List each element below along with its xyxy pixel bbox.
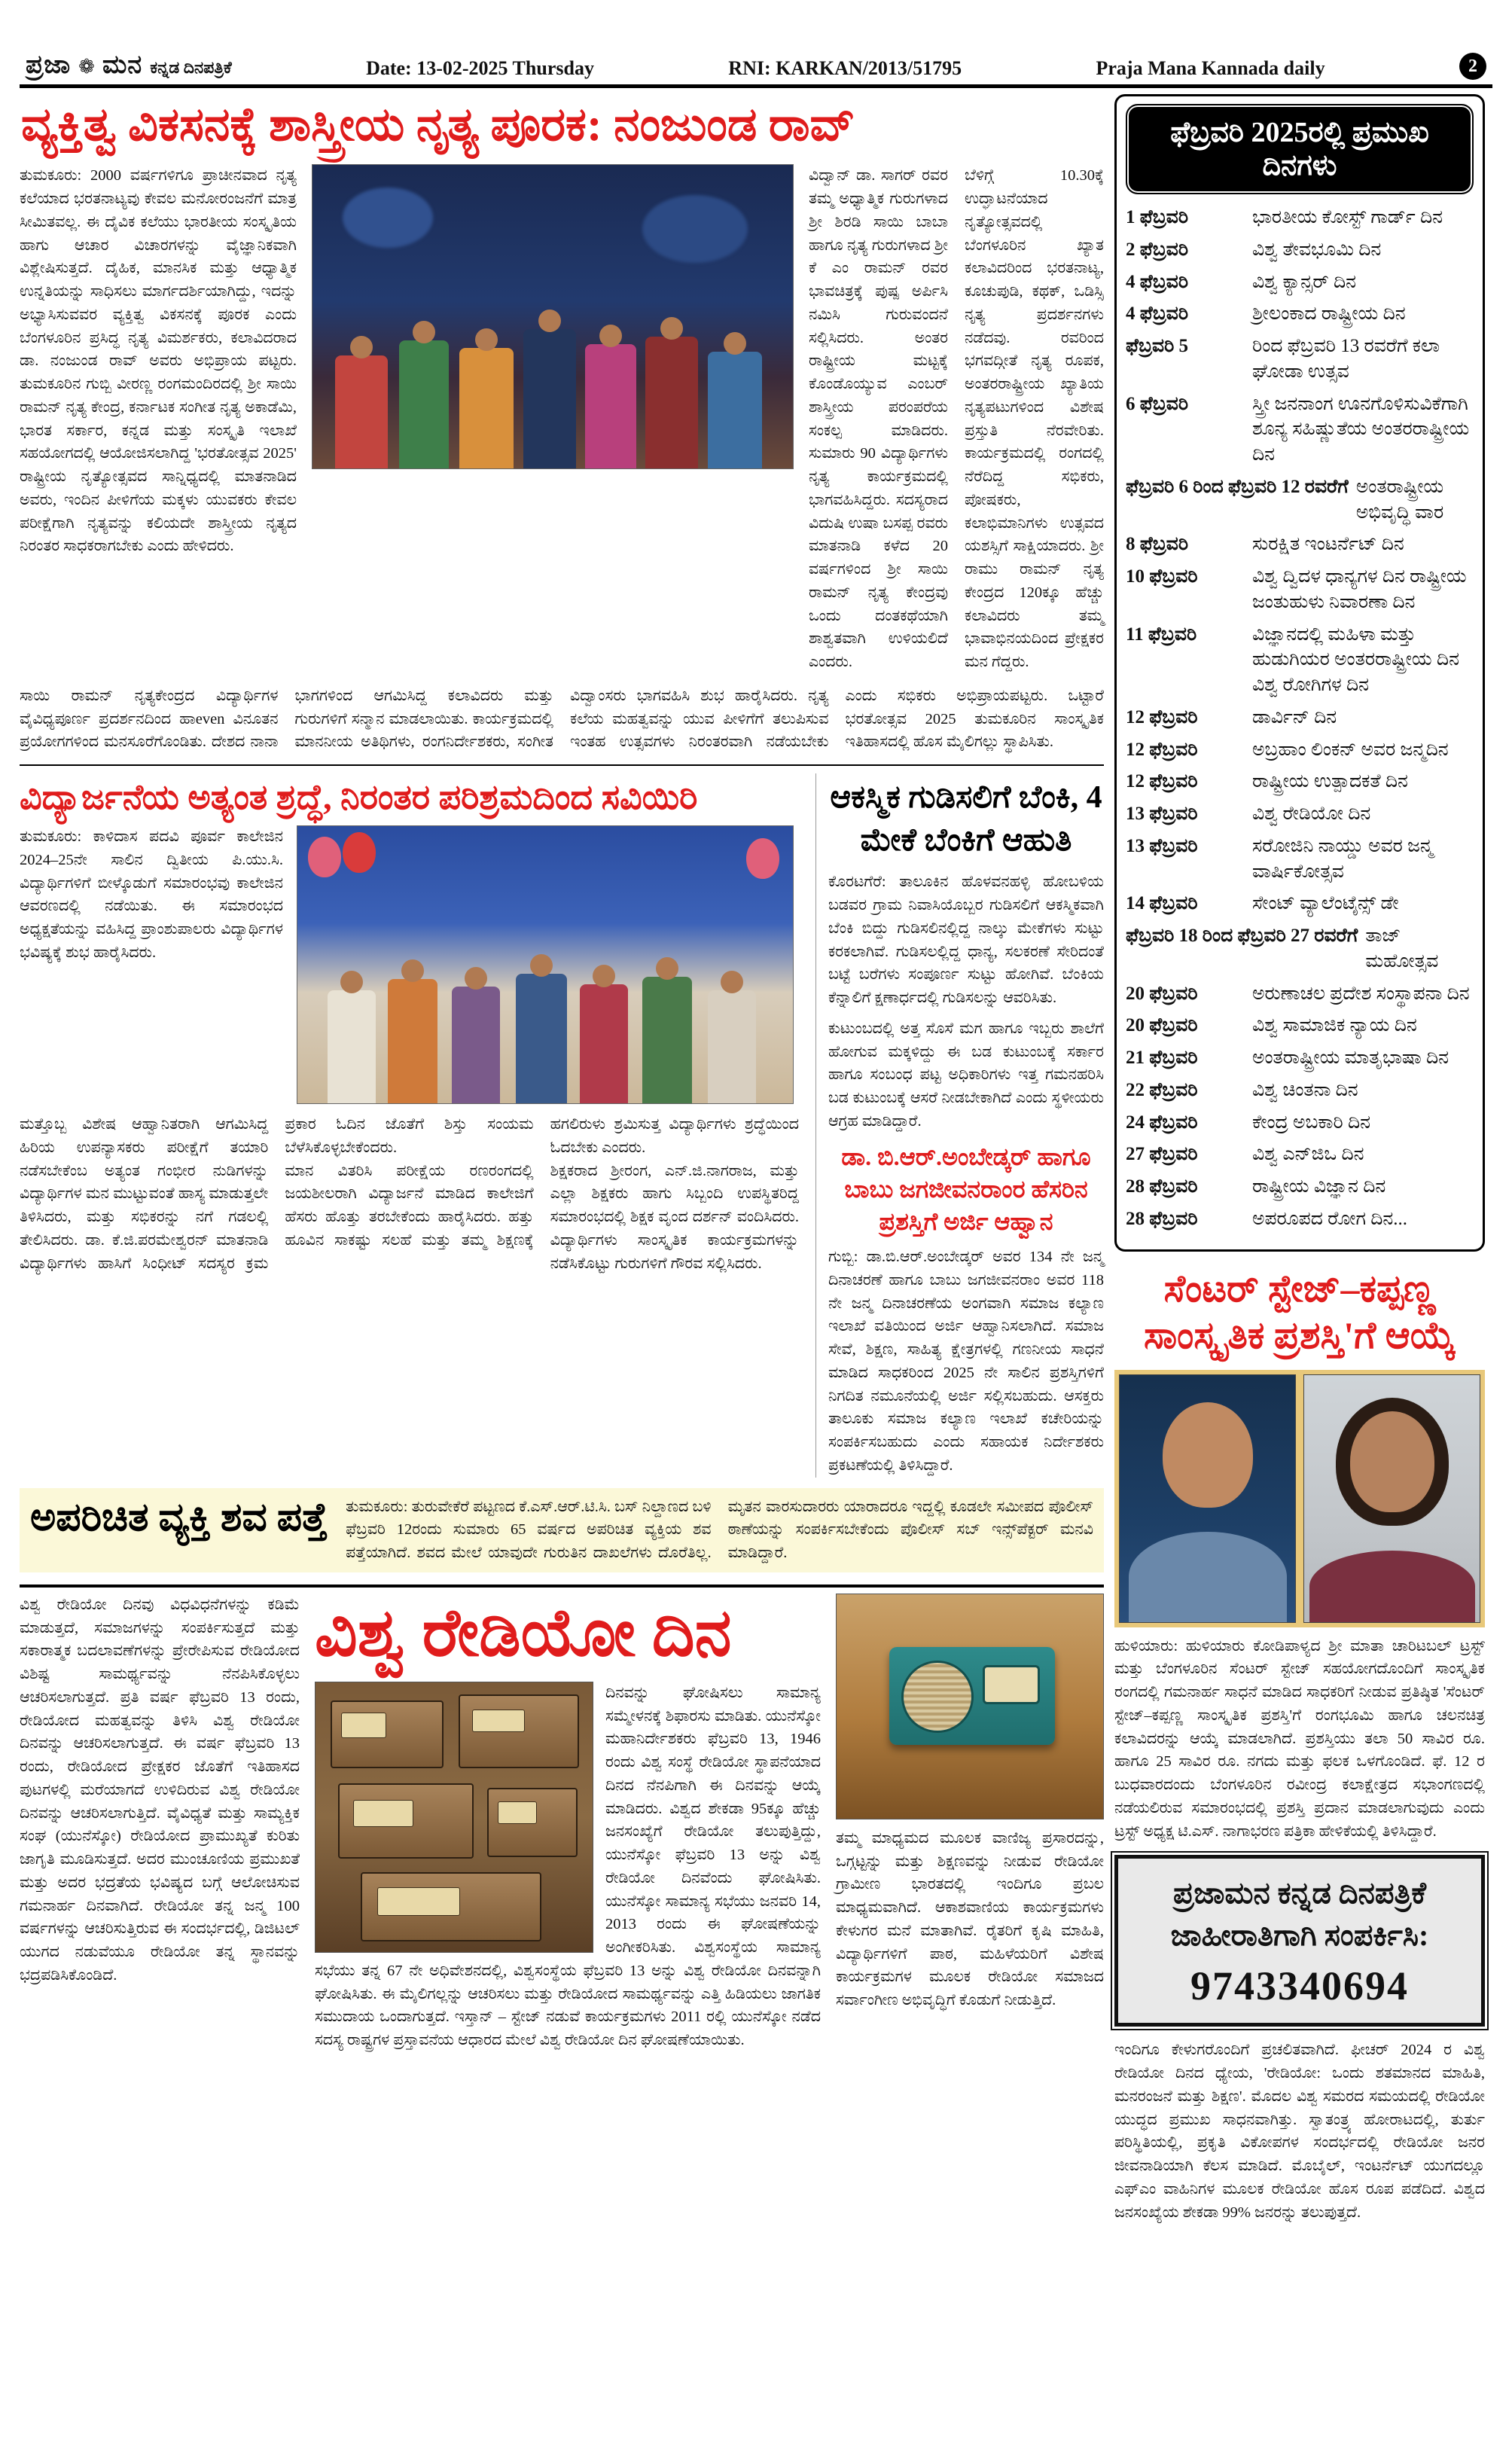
day-date: 20 ಫೆಬ್ರವರಿ [1126, 1015, 1198, 1036]
day-date: 12 ಫೆಬ್ರವರಿ [1126, 706, 1198, 727]
day-row [1126, 1142, 1474, 1167]
day-event: ಸರೋಜಿನಿ ನಾಯ್ಡು ಅವರ ಜನ್ಮ ವಾರ್ಷಿಕೋತ್ಸವ [1252, 835, 1434, 882]
article-radio-col-left: ವಿಶ್ವ ರೇಡಿಯೋ ದಿನವು ವಿಧವಿಧನೆಗಳನ್ನು ಕಡಿಮೆ ಮಾಡುತ್ತದೆ, ಸಮಾಜಗಳನ್ನು ಸಂಪರ್ಕಿಸುತ್ತದೆ ಮತ್ತು ಸಕಾರಾತ್ಮಕ ಬದಲಾವಣೆಗಳನ್ನು ಪ್ರೇರೇಪಿಸುವ ರೇಡಿಯೋದ ವಿಶಿಷ್ಟ ಸಾಮರ್ಥ್ಯವನ್ನು ನೆನಪಿಸಿಕೊಳ್ಳಲು ಆಚರಿಸಲಾಗುತ್ತದೆ. ಪ್ರತಿ ವರ್ಷ ಫೆಬ್ರವರಿ 13 ರಂದು, ರೇಡಿಯೋದ ಮಹತ್ವವನ್ನು ತಿಳಿಸಿ ವಿಶ್ವ ರೇಡಿಯೋ ದಿನವನ್ನು ಆಚರಿಸಲಾಗುತ್ತದೆ. ಈ ವರ್ಷ ಫೆಬ್ರವರಿ 13 ರಂದು, ರೇಡಿಯೋದ ಪ್ರೇಕ್ಷಕರ ಜೊತೆಗೆ ಇತಿಹಾಸದ ಪುಟಗಳಲ್ಲಿ ಮರೆಯಾಗದೆ ಉಳಿದಿರುವ ವಿಶ್ವ ರೇಡಿಯೋ ದಿನವನ್ನು ಆಚರಿಸಲಾಗುತ್ತಿದೆ. ವೈವಿಧ್ಯತೆ ಮತ್ತು ಸಾಮ್ಯಕ್ತಿಕ ಸಂಘ (ಯುನೆಸ್ಕೋ) ರೇಡಿಯೋದ ಪ್ರಾಮುಖ್ಯತೆ ಕುರಿತು ಜಾಗೃತಿ ಮೂಡಿಸುತ್ತದೆ. ಅದರ ಮುಂಚೂಣಿಯ ಪ್ರಮುಖತೆ ಮತ್ತು ಅದರ ಭದ್ರತೆಯ ಭವಿಷ್ಯದ ಬಗ್ಗೆ ಆಲೋಚಿಸುವ ಗಮನಾರ್ಹ ದಿನವಾಗಿದೆ. ರೇಡಿಯೋ ತನ್ನ ಜನ್ಮ 100 ವರ್ಷಗಳನ್ನು ಆಚರಿಸುತ್ತಿರುವ ಈ ಸಂದರ್ಭದಲ್ಲಿ, ಡಿಜಿಟಲ್ ಯುಗದ ನಡುವೆಯೂ ರೇಡಿಯೋ ತನ್ನ ಸ್ಥಾನವನ್ನು ಭದ್ರಪಡಿಸಿಕೊಂಡಿದೆ. [20, 1596, 300, 1984]
day-date: ಫೆಬ್ರವರಿ 18 ರಿಂದ ಫೆಬ್ರವರಿ 27 ರವರೆಗೆ [1126, 926, 1358, 946]
photo-person [585, 344, 636, 468]
sidebar [1114, 94, 1485, 2224]
awardee-man-photo [1119, 1374, 1296, 1623]
day-row [1126, 891, 1474, 917]
brand [26, 51, 232, 80]
day-date: 13 ಫೆಬ್ರವರಿ [1126, 804, 1198, 824]
photo-person [523, 329, 576, 468]
article-dance [20, 94, 1104, 754]
day-date: 24 ಫೆಬ್ರವರಿ [1126, 1112, 1198, 1133]
stage-curtain [343, 188, 433, 248]
day-date: 20 ಫೆಬ್ರವರಿ [1126, 983, 1198, 1004]
day-row [1126, 981, 1474, 1007]
photo-person [580, 984, 628, 1103]
photo-person [708, 990, 756, 1103]
ad-line2: ಜಾಹೀರಾತಿಗಾಗಿ ಸಂಪರ್ಕಿಸಿ: [1170, 1918, 1429, 1953]
day-event: ಅಂತರಾಷ್ಟ್ರೀಯ ಮಾತೃಭಾಷಾ ದಿನ [1252, 1048, 1450, 1068]
article-dance-headline: ವ್ಯಕ್ತಿತ್ವ ವಿಕಸನಕ್ಕೆ ಶಾಸ್ತ್ರೀಯ ನೃತ್ಯ ಪೂರಕ: ನಂಜುಂಡ ರಾವ್ [21, 99, 855, 151]
photo-person [335, 355, 388, 468]
rni-number: RNI: KARKAN/2013/51795 [728, 57, 962, 79]
teal-radio-shape [889, 1647, 1055, 1745]
day-date: ಫೆಬ್ರವರಿ 6 ರಿಂದ ಫೆಬ್ರವರಿ 12 ರವರೆಗೆ [1126, 476, 1349, 497]
photo-person [388, 979, 437, 1103]
photo-person [399, 340, 449, 468]
ad-line1: ಪ್ರಜಾಮನ ಕನ್ನಡ ದಿನಪತ್ರಿಕೆ [1173, 1876, 1426, 1911]
day-event: ವಿಶ್ವ ರೇಡಿಯೋ ದಿನ [1252, 804, 1371, 824]
photo-person [328, 990, 376, 1103]
day-date: 4 ಫೆಬ್ರವರಿ [1126, 271, 1189, 292]
day-event: ಅಬ್ರಹಾಂ ಲಿಂಕನ್ ಅವರ ಜನ್ಮದಿನ [1252, 739, 1449, 760]
photo-person [642, 977, 692, 1103]
vintage-radios-photo [315, 1682, 593, 1953]
issue-date: Date: 13-02-2025 Thursday [366, 57, 594, 79]
radio-shape [338, 1783, 474, 1859]
day-date: 28 ಫೆಬ್ರವರಿ [1126, 1176, 1198, 1197]
photo-person [516, 974, 567, 1103]
day-date: 4 ಫೆಬ್ರವರಿ [1126, 303, 1189, 325]
day-row [1126, 1206, 1474, 1232]
article-farewell [20, 773, 799, 1478]
article-fire-body: ಕುಟುಂಬದಲ್ಲಿ ಅತ್ತ ಸೊಸೆ ಮಗ ಹಾಗೂ ಇಬ್ಬರು ಶಾಲೆಗೆ ಹೋಗುವ ಮಕ್ಕಳಿದ್ದು ಈ ಬಡ ಕುಟುಂಬಕ್ಕೆ ಸರ್ಕಾರ ಹಾಗೂ ಸಂಬಂಧ ಪಟ್ಟ ಅಧಿಕಾರಿಗಳು ಇತ್ತ ಗಮನಹರಿಸಿ ಬಡ ಕುಟುಂಬಕ್ಕೆ ಆಸರೆ ನೀಡಬೇಕಾಗಿದೆ ಎಂದು ಸ್ಥಳೀಯರು ಆಗ್ರಹ ಮಾಡಿದ್ದಾರೆ. [828, 1020, 1104, 1130]
awardee-woman-photo [1303, 1374, 1480, 1623]
day-date: 10 ಫೆಬ್ರವರಿ [1126, 566, 1198, 587]
article-radio [20, 1594, 1104, 2052]
day-event: ಕೇಂದ್ರ ಅಬಕಾರಿ ದಿನ [1252, 1112, 1371, 1133]
day-event: ಸುರಕ್ಷಿತ ಇಂಟರ್ನೆಟ್ ದಿನ [1252, 534, 1404, 555]
article-award-headline: ಡಾ. ಬಿ.ಆರ್.ಅಂಬೇಡ್ಕರ್ ಹಾಗೂ ಬಾಬು ಜಗಜೀವನರಾಂರ ಹೆಸರಿನ ಪ್ರಶಸ್ತಿಗೆ ಅರ್ಜಿ ಆಹ್ವಾನ [841, 1142, 1091, 1236]
day-row [1126, 801, 1474, 827]
day-row [1126, 237, 1474, 263]
brand-kannada-2: ಮನ [102, 51, 143, 79]
day-row [1126, 622, 1474, 698]
center-stage-body: ಹುಳಿಯಾರು: ಹುಳಿಯಾರು ಕೋಡಿಪಾಳ್ಯದ ಶ್ರೀ ಮಾತಾ ಚಾರಿಟಬಲ್ ಟ್ರಸ್ಟ್ ಮತ್ತು ಬೆಂಗಳೂರಿನ ಸೆಂಟರ್ ಸ್ಟೇಜ್ ಸಹಯೋಗದೊಂದಿಗೆ ಸಾಂಸ್ಕೃತಿಕ ರಂಗದಲ್ಲಿ ಗಮನಾರ್ಹ ಸಾಧನೆ ಮಾಡಿದ ಸಾಧಕರಿಗೆ ನೀಡುವ ಪ್ರತಿಷ್ಠಿತ 'ಸೆಂಟರ್ ಸ್ಟೇಜ್–ಕಪ್ಪಣ್ಣ ಸಾಂಸ್ಕೃತಿಕ ಪ್ರಶಸ್ತಿ'ಗೆ ರಂಗಭೂಮಿ ಹಾಗೂ ಚಲನಚಿತ್ರ ಕಲಾವಿದರನ್ನು ಆಯ್ಕೆ ಮಾಡಲಾಗಿದೆ. ಪ್ರಶಸ್ತಿಯು ತಲಾ 50 ಸಾವಿರ ರೂ. ಹಾಗೂ 25 ಸಾವಿರ ರೂ. ನಗದು ಮತ್ತು ಫಲಕ ಒಳಗೊಂಡಿದೆ. ಫೆ. 12 ರ ಬುಧವಾರದಂದು ಬೆಂಗಳೂರಿನ ರವೀಂದ್ರ ಕಲಾಕ್ಷೇತ್ರದ ಸಭಾಂಗಣದಲ್ಲಿ ನಡೆಯಲಿರುವ ಸಮಾರಂಭದಲ್ಲಿ ಪ್ರಶಸ್ತಿ ಪ್ರದಾನ ಮಾಡಲಾಗುವುದು ಎಂದು ಟ್ರಸ್ಟ್ ಅಧ್ಯಕ್ಷ ಟಿ.ಎಸ್. ನಾಗಾಭರಣ ಪತ್ರಿಕಾ ಹೇಳಿಕೆಯಲ್ಲಿ ತಿಳಿಸಿದ್ದಾರೆ. [1114, 1637, 1485, 1840]
day-row [1126, 392, 1474, 468]
article-farewell-headline: ವಿದ್ಯಾರ್ಜನೆಯ ಅತ್ಯಂತ ಶ್ರದ್ಧೆ, ನಿರಂತರ ಪರಿಶ್ರಮದಿಂದ ಸವಿಯಿರಿ [20, 778, 698, 817]
radio-shape [459, 1694, 579, 1768]
day-date: 2 ಫೆಬ್ರವರಿ [1126, 239, 1189, 260]
article-award-body: ಗುಬ್ಬಿ: ಡಾ.ಬಿ.ಆರ್.ಅಂಬೇಡ್ಕರ್ ಅವರ 134 ನೇ ಜನ್ಮ ದಿನಾಚರಣೆ ಹಾಗೂ ಬಾಬು ಜಗಜೀವನರಾಂ ಅವರ 118 ನೇ ಜನ್ಮ ದಿನಾಚರಣೆಯ ಅಂಗವಾಗಿ ಸಮಾಜ ಕಲ್ಯಾಣ ಇಲಾಖೆ ವತಿಯಿಂದ ಅರ್ಜಿ ಆಹ್ವಾನಿಸಲಾಗಿದೆ. ಸಮಾಜ ಸೇವೆ, ಶಿಕ್ಷಣ, ಸಾಹಿತ್ಯ ಕ್ಷೇತ್ರಗಳಲ್ಲಿ ಗಣನೀಯ ಸಾಧನೆ ಮಾಡಿದ ಸಾಧಕರಿಂದ 2025 ನೇ ಸಾಲಿನ ಪ್ರಶಸ್ತಿಗಳಿಗೆ ನಿಗದಿತ ನಮೂನೆಯಲ್ಲಿ ಅರ್ಜಿ ಸಲ್ಲಿಸಬಹುದು. ಆಸಕ್ತರು ತಾಲೂಕು ಸಮಾಜ ಕಲ್ಯಾಣ ಇಲಾಖೆ ಕಚೇರಿಯನ್ನು ಸಂಪರ್ಕಿಸಬಹುದು ಎಂದು ಸಹಾಯಕ ನಿರ್ದೇಶಕರು ಪ್ರಕಟಣೆಯಲ್ಲಿ ತಿಳಿಸಿದ್ದಾರೆ. [828, 1249, 1104, 1474]
radio-shape [331, 1700, 444, 1768]
day-event: ರಿಂದ ಫೆಬ್ರವರಿ 13 ರವರೆಗೆ ಕಲಾ ಘೋಡಾ ಉತ್ಸವ [1252, 336, 1440, 382]
page-number-badge: 2 [1459, 53, 1486, 80]
day-row [1126, 564, 1474, 615]
article-farewell-col2: ಮಾನ ವಿತರಿಸಿ ಪರೀಕ್ಷೆಯ ರಣರಂಗದಲ್ಲಿ ಜಯಶೀಲರಾಗಿ ವಿದ್ಯಾರ್ಜನೆ ಮಾಡಿದ ಕಾಲೇಜಿಗೆ ಹೆಸರು ಹೊತ್ತು ತರಬೇಕೆಂದು ಹಾರೈಸಿದರು. ಹತ್ತು ಹೂವಿನ ಸಾಕಷ್ಟು ಸಲಹೆ ಮತ್ತು ತಮ್ಮ ಶಿಕ್ಷಣಕ್ಕೆ ಹಗಲಿರುಳು ಶ್ರಮಿಸುತ್ತ ವಿದ್ಯಾರ್ಥಿಗಳು ಶ್ರದ್ಧೆಯಿಂದ ಓದಬೇಕು ಎಂದರು. [285, 1116, 799, 1249]
day-row [1126, 737, 1474, 763]
bottom-section-rule [20, 1585, 1104, 1588]
section-divider [20, 764, 1104, 766]
day-event: ಸ್ತ್ರೀ ಜನನಾಂಗ ಊನಗೊಳಿಸುವಿಕೆಗಾಗಿ ಶೂನ್ಯ ಸಹಿಷ್ಣುತೆಯ ಅಂತರರಾಷ್ಟ್ರೀಯ ದಿನ [1252, 393, 1470, 465]
article-radio-col-mid: ದಿನವನ್ನು ಘೋಷಿಸಲು ಸಾಮಾನ್ಯ ಸಮ್ಮೇಳನಕ್ಕೆ ಶಿಫಾರಸು ಮಾಡಿತು. ಯುನೆಸ್ಕೋ ಮಹಾನಿರ್ದೇಶಕರು ಫೆಬ್ರವರಿ 13, 1946 ರಂದು ವಿಶ್ವ ಸಂಸ್ಥೆ ರೇಡಿಯೋ ಸ್ಥಾಪನೆಯಾದ ದಿನದ ನೆನಪಿಗಾಗಿ ಈ ದಿನವನ್ನು ಆಯ್ಕೆ ಮಾಡಿದರು. ವಿಶ್ವದ ಶೇಕಡಾ 95ಕ್ಕೂ ಹೆಚ್ಚು ಜನಸಂಖ್ಯೆಗೆ ರೇಡಿಯೋ ತಲುಪುತ್ತಿದ್ದು, ಯುನೆಸ್ಕೋ ಫೆಬ್ರವರಿ 13 ಅನ್ನು ವಿಶ್ವ ರೇಡಿಯೋ ದಿನವೆಂದು ಘೋಷಿಸಿತು. ಯುನೆಸ್ಕೋ ಸಾಮಾನ್ಯ ಸಭೆಯು ಜನವರಿ 14, 2013 ರಂದು ಈ ಘೋಷಣೆಯನ್ನು ಅಂಗೀಕರಿಸಿತು. ವಿಶ್ವಸಂಸ್ಥೆಯ ಸಾಮಾನ್ಯ ಸಭೆಯು ತನ್ನ 67 ನೇ ಅಧಿವೇಶನದಲ್ಲಿ, ವಿಶ್ವಸಂಸ್ಥೆಯ ಫೆಬ್ರವರಿ 13 ಅನ್ನು ವಿಶ್ವ ರೇಡಿಯೋ ದಿನವನ್ನಾಗಿ ಘೋಷಿಸಿತು. ಈ ಮೈಲಿಗಲ್ಲನ್ನು ಆಚರಿಸಲು ಮತ್ತು ರೇಡಿಯೋದ ಸಾಮರ್ಥ್ಯವನ್ನು ಎತ್ತಿ ಹಿಡಿಯಲು ಜಾಗತಿಕ ಸಮುದಾಯ ಒಂದಾಗುತ್ತದೆ. ಇಸ್ತಾನ್ – ಸ್ಟೇಜ್ ನಡುವೆ ಕಾರ್ಯಕ್ರಮಗಳು 2011 ರಲ್ಲಿ ಯುನೆಸ್ಕೋ ನಡೆದ ಸದಸ್ಯ ರಾಷ್ಟ್ರಗಳ ಪ್ರಸ್ತಾವನೆಯ ಆಧಾರದ ಮೇಲೆ ವಿಶ್ವ ರೇಡಿಯೋ ದಿನ ಘೋಷಣೆಯಾಯಿತು. [315, 1684, 821, 2049]
balloon-decor [308, 837, 341, 877]
day-event: ಶ್ರೀಲಂಕಾದ ರಾಷ್ಟ್ರೀಯ ದಿನ [1252, 303, 1406, 325]
article-radio-col-right: ಇಂದಿಗೂ ಕೇಳುಗರೊಂದಿಗೆ ಪ್ರಚಲಿತವಾಗಿದೆ. ಫೀಚರ್ 2024 ರ ವಿಶ್ವ ರೇಡಿಯೋ ದಿನದ ಧ್ಯೇಯ, 'ರೇಡಿಯೋ: ಒಂದು ಶತಮಾನದ ಮಾಹಿತಿ, ಮನರಂಜನೆ ಮತ್ತು ಶಿಕ್ಷಣ'. ಮೊದಲ ವಿಶ್ವ ಸಮರದ ಸಮಯದಲ್ಲಿ ರೇಡಿಯೋ ಯುದ್ಧದ ಪ್ರಮುಖ ಸಾಧನವಾಗಿತ್ತು. ಸ್ವಾತಂತ್ರ್ಯ ಹೋರಾಟದಲ್ಲಿ, ತುರ್ತು ಪರಿಸ್ಥಿತಿಯಲ್ಲಿ, ಪ್ರಕೃತಿ ವಿಕೋಪಗಳ ಸಂದರ್ಭದಲ್ಲಿ ರೇಡಿಯೋ ಜನರ ಜೀವನಾಡಿಯಾಗಿ ಕೆಲಸ ಮಾಡಿದೆ. ಮೊಬೈಲ್, ಇಂಟರ್ನೆಟ್ ಯುಗದಲ್ಲೂ ಎಫ್ಎಂ ವಾಹಿನಿಗಳ ಮೂಲಕ ರೇಡಿಯೋ ಹೊಸ ರೂಪ ಪಡೆದಿದೆ. ವಿಶ್ವದ ಜನಸಂಖ್ಯೆಯ ಶೇಕಡಾ 99% ಜನರನ್ನು ತಲುಪುತ್ತದೆ. [1114, 2042, 1485, 2221]
balloon-decor [343, 832, 376, 873]
day-event: ವಿಶ್ವ ಚಿಂತನಾ ದಿನ [1252, 1079, 1358, 1100]
photo-person [459, 348, 514, 468]
day-event: ರಾಷ್ಟ್ರೀಯ ಉತ್ಪಾದಕತೆ ದಿನ [1252, 771, 1408, 792]
man-shirt-shape [1129, 1532, 1287, 1622]
awardee-photos [1114, 1370, 1485, 1627]
day-event: ಭಾರತೀಯ ಕೋಸ್ಟ್ ಗಾರ್ಡ್ ದಿನ [1252, 207, 1443, 227]
day-event: ವಿಶ್ವ ತೇವಭೂಮಿ ದಿನ [1252, 239, 1382, 260]
day-date: 1 ಫೆಬ್ರವರಿ [1126, 207, 1189, 227]
day-row [1126, 301, 1474, 327]
day-event: ತಾಜ್ ಮಹೋತ್ಸವ [1365, 926, 1439, 971]
day-date: 28 ಫೆಬ್ರವರಿ [1126, 1208, 1198, 1229]
article-radio-col-mid2: ತಮ್ಮ ಮಾಧ್ಯಮದ ಮೂಲಕ ವಾಣಿಜ್ಯ ಪ್ರಸಾರದನ್ನು, ಒಗ್ಗಟ್ಟನ್ನು ಮತ್ತು ಶಿಕ್ಷಣವನ್ನು ನೀಡುವ ರೇಡಿಯೋ ಗ್ರಾಮೀಣ ಭಾರತದಲ್ಲಿ ಇಂದಿಗೂ ಪ್ರಬಲ ಮಾಧ್ಯಮವಾಗಿದೆ. ಆಕಾಶವಾಣಿಯ ಕಾರ್ಯಕ್ರಮಗಳು ಕೇಳುಗರ ಮನೆ ಮಾತಾಗಿವೆ. ರೈತರಿಗೆ ಕೃಷಿ ಮಾಹಿತಿ, ವಿದ್ಯಾರ್ಥಿಗಳಿಗೆ ಪಾಠ, ಮಹಿಳೆಯರಿಗೆ ವಿಶೇಷ ಕಾರ್ಯಕ್ರಮಗಳ ಮೂಲಕ ರೇಡಿಯೋ ಸಮಾಜದ ಸರ್ವಾಂಗೀಣ ಅಭಿವೃದ್ಧಿಗೆ ಕೊಡುಗೆ ನೀಡುತ್ತಿದೆ. [836, 1829, 1104, 2009]
february-days-box [1114, 94, 1485, 1252]
february-days-title: ಫೆಬ್ರವರಿ 2025ರಲ್ಲಿ ಪ್ರಮುಖ ದಿನಗಳು [1126, 104, 1474, 194]
day-date: 21 ಫೆಬ್ರವರಿ [1126, 1048, 1198, 1068]
article-dance-lead: ತುಮಕೂರು: 2000 ವರ್ಷಗಳಿಗೂ ಪ್ರಾಚೀನವಾದ ನೃತ್ಯ ಕಲೆಯಾದ ಭರತನಾಟ್ಯವು ಕೇವಲ ಮನೋರಂಜನೆಗೆ ಮಾತ್ರ ಸೀಮಿತವಲ್ಲ. ಈ ದೈವಿಕ ಕಲೆಯು ಭಾರತೀಯ ಸಂಸ್ಕೃತಿಯ ಹಾಗು ಆಚಾರ ವಿಚಾರಗಳನ್ನು ವೈಜ್ಞಾನಿಕವಾಗಿ ವಿಶ್ಲೇಷಿಸುತ್ತದೆ. ದೈಹಿಕ, ಮಾನಸಿಕ ಮತ್ತು ಆಧ್ಯಾತ್ಮಿಕ ಉನ್ನತಿಯನ್ನು ಸಾಧಿಸಲು ಮಾರ್ಗದರ್ಶಿಯಾಗಿದ್ದು, ಇದನ್ನು ಅಭ್ಯಾಸಿಸುವವರ ವ್ಯಕ್ತಿತ್ವ ವಿಕಸನಕ್ಕೆ ಪೂರಕ ಎಂದು ಬೆಂಗಳೂರಿನ ಪ್ರಸಿದ್ಧ ನೃತ್ಯ ವಿಮರ್ಶಕರು, ಕಲಾವಿದರಾದ ಡಾ. ನಂಜುಂಡ ರಾವ್ ಅವರು ಅಭಿಪ್ರಾಯ ಪಟ್ಟರು. ತುಮಕೂರಿನ ಗುಬ್ಬಿ ವೀರಣ್ಣ ರಂಗಮಂದಿರದಲ್ಲಿ ಶ್ರೀ ಸಾಯಿ ರಾಮನ್ ನೃತ್ಯ ಕೇಂದ್ರ, ಕರ್ನಾಟಕ ಸಂಗೀತ ನೃತ್ಯ ಅಕಾಡೆಮಿ, ಭಾರತ ಸರ್ಕಾರ, ಕನ್ನಡ ಮತ್ತು ಸಂಸ್ಕೃತಿ ಇಲಾಖೆ ಸಹಯೋಗದಲ್ಲಿ ಆಯೋಜಿಸಲಾಗಿದ್ದ 'ಭರತೋತ್ಸವ 2025' ರಾಷ್ಟ್ರೀಯ ನೃತ್ಯೋತ್ಸವದ ಸಾನ್ನಿಧ್ಯದಲ್ಲಿ ಮಾತನಾಡಿದ ಅವರು, ಇಂದಿನ ಪೀಳಿಗೆಯ ಮಕ್ಕಳು ಯುವಕರು ಕೇವಲ ಪರೀಕ್ಷೆಗಾಗಿ ನೃತ್ಯವನ್ನು ಕಲಿಯದೇ ಶಾಸ್ತ್ರೀಯ ನೃತ್ಯದ ನಿರಂತರ ಸಾಧಕರಾಗಬೇಕು ಎಂದು ಹೇಳಿದರು. [20, 167, 297, 555]
article-dance-bottom: ಸಾಯಿ ರಾಮನ್ ನೃತ್ಯಕೇಂದ್ರದ ವಿದ್ಯಾರ್ಥಿಗಳ ವೈವಿಧ್ಯಪೂರ್ಣ ಪ್ರದರ್ಶನದಿಂದ ಹಾeven ವಿನೂತನ ಪ್ರಯೋಗಗಳಿಂದ ಮನಸೂರೆಗೊಂಡಿತು. ದೇಶದ ನಾನಾ ಭಾಗಗಳಿಂದ ಆಗಮಿಸಿದ್ದ ಕಲಾವಿದರು ಮತ್ತು ಗುರುಗಳಿಗೆ ಸನ್ಮಾನ ಮಾಡಲಾಯಿತು. ಕಾರ್ಯಕ್ರಮದಲ್ಲಿ ಮಾನನೀಯ ಅತಿಥಿಗಳು, ರಂಗನಿರ್ದೇಶಕರು, ಸಂಗೀತ ವಿದ್ವಾಂಸರು ಭಾಗವಹಿಸಿ ಶುಭ ಹಾರೈಸಿದರು. ನೃತ್ಯ ಕಲೆಯ ಮಹತ್ವವನ್ನು ಯುವ ಪೀಳಿಗೆಗೆ ತಲುಪಿಸುವ ಇಂತಹ ಉತ್ಸವಗಳು ನಿರಂತರವಾಗಿ ನಡೆಯಬೇಕು ಎಂದು ಸಭಿಕರು ಅಭಿಪ್ರಾಯಪಟ್ಟರು. ಒಟ್ಟಾರೆ ಭರತೋತ್ಸವ 2025 ತುಮಕೂರಿನ ಸಾಂಸ್ಕೃತಿಕ ಇತಿಹಾಸದಲ್ಲಿ ಹೊಸ ಮೈಲಿಗಲ್ಲು ಸ್ಥಾಪಿಸಿತು. [20, 687, 1104, 751]
stage-curtain-2 [642, 195, 748, 263]
ad-phone-number: 9743340694 [1190, 1963, 1409, 2009]
article-fire-headline: ಆಕಸ್ಮಿಕ ಗುಡಿಸಲಿಗೆ ಬೆಂಕಿ, 4 ಮೇಕೆ ಬೆಂಕಿಗೆ ಆಹುತಿ [830, 780, 1102, 858]
day-row [1126, 923, 1474, 974]
day-event: ಅಪರೂಪದ ರೋಗ ದಿನ... [1252, 1208, 1408, 1229]
page-content [20, 94, 1492, 2224]
woman-blouse-shape [1309, 1551, 1475, 1622]
photo-person [708, 352, 762, 468]
farewell-event-photo [297, 825, 794, 1104]
day-event: ಸೇಂಟ್ ವ್ಯಾಲೆಂಟೈನ್ಸ್ ಡೇ [1252, 893, 1399, 914]
radio-dial [472, 1710, 525, 1732]
day-event: ವಿಶ್ವ ಎನ್‌ಜಿಒ ದಿನ [1252, 1144, 1364, 1165]
man-face-shape [1163, 1402, 1253, 1508]
brand-kannada: ಪ್ರಜಾ [26, 51, 72, 79]
article-farewell-lead: ತುಮಕೂರು: ಕಾಳಿದಾಸ ಪದವಿ ಪೂರ್ವ ಕಾಲೇಜಿನ 2024–25ನೇ ಸಾಲಿನ ದ್ವಿತೀಯ ಪಿ.ಯು.ಸಿ. ವಿದ್ಯಾರ್ಥಿಗಳಿಗೆ ಬೀಳ್ಕೊಡುಗೆ ಸಮಾರಂಭವು ಕಾಲೇಜಿನ ಆವರಣದಲ್ಲಿ ನಡೆಯಿತು. ಈ ಸಮಾರಂಭದ ಅಧ್ಯಕ್ಷತೆಯನ್ನು ವಹಿಸಿದ್ದ ಪ್ರಾಂಶುಪಾಲರು ವಿದ್ಯಾರ್ಥಿಗಳ ಭವಿಷ್ಯಕ್ಕೆ ಶುಭ ಹಾರೈಸಿದರು. [20, 828, 283, 961]
day-date: ಫೆಬ್ರವರಿ 5 [1126, 336, 1189, 356]
flower-logo-icon: ❁ [78, 56, 95, 78]
article-dance-col-right: ಬೆಳಿಗ್ಗೆ 10.30ಕ್ಕೆ ಉದ್ಘಾಟನೆಯಾದ ನೃತ್ಯೋತ್ಸವದಲ್ಲಿ ಬೆಂಗಳೂರಿನ ಖ್ಯಾತ ಕಲಾವಿದರಿಂದ ಭರತನಾಟ್ಯ, ಕೂಚುಪುಡಿ, ಕಥಕ್, ಒಡಿಸ್ಸಿ ನೃತ್ಯ ಪ್ರದರ್ಶನಗಳು ನಡೆದವು. ರವರಿಂದ ಭಗವದ್ಗೀತೆ ನೃತ್ಯ ರೂಪಕ, ಅಂತರರಾಷ್ಟ್ರೀಯ ಖ್ಯಾತಿಯ ನೃತ್ಯಪಟುಗಳಿಂದ ವಿಶೇಷ ಪ್ರಸ್ತುತಿ ನೆರವೇರಿತು. ಕಾರ್ಯಕ್ರಮದಲ್ಲಿ ರಂಗದಲ್ಲಿ ನೆರೆದಿದ್ದ ಸಭಿಕರು, ಪೋಷಕರು, ಕಲಾಭಿಮಾನಿಗಳು ಉತ್ಸವದ ಯಶಸ್ಸಿಗೆ ಸಾಕ್ಷಿಯಾದರು. ಶ್ರೀ ರಾಮು ರಾಮನ್ ನೃತ್ಯ ಕೇಂದ್ರದ 120ಕ್ಕೂ ಹೆಚ್ಚು ಕಲಾವಿದರು ತಮ್ಮ ಭಾವಾಭಿನಯದಿಂದ ಪ್ರೇಕ್ಷಕರ ಮನ ಗೆದ್ದರು. [965, 167, 1104, 671]
radio-dial [341, 1713, 386, 1738]
day-row [1126, 334, 1474, 385]
radio-dial [377, 1887, 460, 1916]
article-farewell-col3: ಶಿಕ್ಷಕರಾದ ಶ್ರೀರಂಗ, ಎನ್.ಜಿ.ನಾಗರಾಜ, ಮತ್ತು ಎಲ್ಲಾ ಶಿಕ್ಷಕರು ಹಾಗು ಸಿಬ್ಬಂದಿ ಉಪಸ್ಥಿತರಿದ್ದ ಸಮಾರಂಭದಲ್ಲಿ ಶಿಕ್ಷಕ ವೃಂದ ದರ್ಶನ್ ವಂದಿಸಿದರು. ವಿದ್ಯಾರ್ಥಿಗಳು ಸಾಂಸ್ಕೃತಿಕ ಕಾರ್ಯಕ್ರಮಗಳನ್ನು ನಡೆಸಿಕೊಟ್ಟು ಗುರುಗಳಿಗೆ ಗೌರವ ಸಲ್ಲಿಸಿದರು. [550, 1162, 799, 1272]
article-farewell-col1: ಮತ್ತೊಬ್ಬ ವಿಶೇಷ ಆಹ್ವಾನಿತರಾಗಿ ಆಗಮಿಸಿದ್ದ ಹಿರಿಯ ಉಪನ್ಯಾಸಕರು ಪರೀಕ್ಷೆಗೆ ತಯಾರಿ ನಡೆಸಬೇಕೆಂಬ ಅತ್ಯಂತ ಗಂಭೀರ ನುಡಿಗಳನ್ನು ವಿದ್ಯಾರ್ಥಿಗಳ ಮನ ಮುಟ್ಟುವಂತೆ ಹಾಸ್ಯ ಮಾಡುತ್ತಲೇ ತಿಳಿಸಿದರು, ಮತ್ತು ಸಭಿಕರನ್ನು ನಗೆ ಗಡಲಲ್ಲಿ ತೇಲಿಸಿದರು. ಡಾ. ಕೆ.ಜಿ.ಪರಮೇಶ್ವರನ್ ಮಾತನಾಡಿ ವಿದ್ಯಾರ್ಥಿಗಳು ಹಾಸಿಗೆ ಸಿಂಧೀಟ್ ಸದಸ್ಯರ ಕ್ರಮ ಪ್ರಕಾರ ಓದಿನ ಜೊತೆಗೆ ಶಿಸ್ತು ಸಂಯಮ ಬೆಳೆಸಿಕೊಳ್ಳಬೇಕೆಂದರು. [20, 1116, 534, 1272]
day-row [1126, 1174, 1474, 1200]
balloon-decor [746, 838, 779, 879]
day-date: 27 ಫೆಬ್ರವರಿ [1126, 1144, 1198, 1165]
day-event: ವಿಜ್ಞಾನದಲ್ಲಿ ಮಹಿಳಾ ಮತ್ತು ಹುಡುಗಿಯರ ಅಂತರರಾಷ್ಟ್ರೀಯ ದಿನ ವಿಶ್ವ ರೋಗಿಗಳ ದಿನ [1252, 624, 1459, 695]
center-stage-headline: ಸೆಂಟರ್ ಸ್ಟೇಜ್–ಕಪ್ಪಣ್ಣ ಸಾಂಸ್ಕೃತಿಕ ಪ್ರಶಸ್ತಿ'ಗೆ ಆಯ್ಕೆ [1143, 1267, 1456, 1356]
fire-and-award-column [815, 773, 1104, 1478]
radio-shape [361, 1872, 541, 1941]
day-row [1126, 205, 1474, 230]
day-event: ಅರುಣಾಚಲ ಪ್ರದೇಶ ಸಂಸ್ಥಾಪನಾ ದಿನ [1252, 983, 1470, 1004]
dance-event-photo [312, 164, 794, 469]
day-row [1126, 834, 1474, 885]
day-date: 8 ಫೆಬ್ರವರಿ [1126, 534, 1189, 555]
day-event: ಡಾರ್ವಿನ್ ದಿನ [1252, 706, 1337, 727]
article-fire-lead: ಕೊರಟಗೆರೆ: ತಾಲೂಕಿನ ಹೊಳವನಹಳ್ಳಿ ಹೋಬಳಿಯ ಬಡವರ ಗ್ರಾಮ ನಿವಾಸಿಯೊಬ್ಬರ ಗುಡಿಸಲಿಗೆ ಆಕಸ್ಮಿಕವಾಗಿ ಬೆಂಕಿ ಬಿದ್ದು ಗುಡಿಸಲಿನಲ್ಲಿದ್ದ ನಾಲ್ಕು ಮೇಕೆಗಳು ಸುಟ್ಟು ಕರಕಲಾಗಿವೆ. ಗುಡಿಸಲಲ್ಲಿದ್ದ ಧಾನ್ಯ, ಸಲಕರಣೆ ಸೇರಿದಂತೆ ಬಟ್ಟೆ ಬರೆಗಳು ಸಂಪೂರ್ಣ ಸುಟ್ಟು ಹೋಗಿವೆ. ಬೆಂಕಿಯ ಕೆನ್ನಾಲಿಗೆ ಕ್ಷಣಾರ್ಧದಲ್ಲಿ ಗುಡಿಸಲನ್ನು ಆವರಿಸಿತು. [828, 874, 1104, 1007]
day-row [1126, 1013, 1474, 1039]
day-date: 12 ಫೆಬ್ರವರಿ [1126, 771, 1198, 792]
day-row [1126, 1045, 1474, 1071]
day-date: 6 ಫೆಬ್ರವರಿ [1126, 393, 1189, 414]
radio-dial [498, 1801, 537, 1824]
brand-english: Praja Mana Kannada daily [1096, 57, 1325, 79]
article-radio-headline: ವಿಶ್ವ ರೇಡಿಯೋ ದಿನ [315, 1597, 732, 1670]
photo-person [645, 337, 698, 468]
day-row [1126, 270, 1474, 295]
radio-dial [353, 1800, 413, 1827]
article-body-found-headline: ಅಪರಿಚಿತ ವ್ಯಕ್ತಿ ಶವ ಪತ್ತೆ [30, 1496, 328, 1539]
masthead [20, 8, 1492, 88]
article-dance-col-mid: ವಿದ್ವಾನ್ ಡಾ. ಸಾಗರ್ ರವರ ತಮ್ಮ ಅಧ್ಯಾತ್ಮಿಕ ಗುರುಗಳಾದ ಶ್ರೀ ಶಿರಡಿ ಸಾಯಿ ಬಾಬಾ ಹಾಗೂ ನೃತ್ಯ ಗುರುಗಳಾದ ಶ್ರೀ ಕೆ ಎಂ ರಾಮನ್ ರವರ ಭಾವಚಿತ್ರಕ್ಕೆ ಪುಷ್ಪ ಅರ್ಪಿಸಿ ನಮಿಸಿ ಗುರುವಂದನೆ ಸಲ್ಲಿಸಿದರು. ಅಂತರ ರಾಷ್ಟ್ರೀಯ ಮಟ್ಟಕ್ಕೆ ಕೊಂಡೊಯ್ಯುವ ಎಂಬರ್ ಶಾಸ್ತ್ರೀಯ ಪರಂಪರೆಯ ಸಂಕಲ್ಪ ಮಾಡಿದರು. ಸುಮಾರು 90 ವಿದ್ಯಾರ್ಥಿಗಳು ನೃತ್ಯ ಕಾರ್ಯಕ್ರಮದಲ್ಲಿ ಭಾಗವಹಿಸಿದ್ದರು. ಸದಸ್ಯರಾದ ವಿದುಷಿ ಉಷಾ ಬಸಪ್ಪ ರವರು ಮಾತನಾಡಿ ಕಳೆದ 20 ವರ್ಷಗಳಿಂದ ಶ್ರೀ ಸಾಯಿ ರಾಮನ್ ನೃತ್ಯ ಕೇಂದ್ರವು ಒಂದು ದಂತಕಥೆಯಾಗಿ ಶಾಶ್ವತವಾಗಿ ಉಳಿಯಲಿದೆ ಎಂದರು. [809, 167, 948, 671]
woman-face-shape [1350, 1411, 1434, 1512]
article-body-found-body: ತುಮಕೂರು: ತುರುವೇಕೆರೆ ಪಟ್ಟಣದ ಕೆ.ಎಸ್.ಆರ್.ಟಿ.ಸಿ. ಬಸ್ ನಿಲ್ದಾಣದ ಬಳಿ ಫೆಬ್ರವರಿ 12ರಂದು ಸುಮಾರು 65 ವರ್ಷದ ಅಪರಿಚಿತ ವ್ಯಕ್ತಿಯ ಶವ ಪತ್ತೆಯಾಗಿದೆ. ಶವದ ಮೇಲೆ ಯಾವುದೇ ಗುರುತಿನ ದಾಖಲೆಗಳು ದೊರೆತಿಲ್ಲ. ಮೃತನ ವಾರಸುದಾರರು ಯಾರಾದರೂ ಇದ್ದಲ್ಲಿ ಕೂಡಲೇ ಸಮೀಪದ ಪೊಲೀಸ್ ಠಾಣೆಯನ್ನು ಸಂಪರ್ಕಿಸಬೇಕೆಂದು ಪೊಲೀಸ್ ಸಬ್ ಇನ್ಸ್‌ಪೆಕ್ಟರ್ ಮನವಿ ಮಾಡಿದ್ದಾರೆ. [346, 1498, 1093, 1562]
day-row [1126, 705, 1474, 730]
day-date: 11 ಫೆಬ್ರವರಿ [1126, 624, 1197, 645]
day-row [1126, 1078, 1474, 1103]
day-row [1126, 1110, 1474, 1136]
day-date: 12 ಫೆಬ್ರವರಿ [1126, 739, 1198, 760]
day-event: ಅಂತರಾಷ್ಟ್ರೀಯ ಅಭಿವೃದ್ಧಿ ವಾರ [1355, 476, 1444, 523]
article-center-stage [1114, 1252, 1485, 1844]
day-date: 22 ಫೆಬ್ರವರಿ [1126, 1079, 1198, 1100]
main-column [20, 94, 1104, 2224]
day-row [1126, 474, 1474, 526]
radio-shape [487, 1788, 578, 1857]
day-row [1126, 769, 1474, 795]
day-date: 13 ಫೆಬ್ರವರಿ [1126, 835, 1198, 856]
day-event: ರಾಷ್ಟ್ರೀಯ ವಿಜ್ಞಾನ ದಿನ [1252, 1176, 1386, 1197]
day-row [1126, 532, 1474, 557]
photo-person [452, 987, 500, 1103]
day-date: 14 ಫೆಬ್ರವರಿ [1126, 893, 1198, 914]
radio-on-table-photo [836, 1594, 1104, 1819]
brand-subtitle: ಕನ್ನಡ ದಿನಪತ್ರಿಕೆ [150, 58, 232, 77]
article-body-found [20, 1488, 1104, 1572]
day-event: ವಿಶ್ವ ದ್ವಿದಳ ಧಾನ್ಯಗಳ ದಿನ ರಾಷ್ಟ್ರೀಯ ಜಂತುಹುಳು ನಿವಾರಣಾ ದಿನ [1252, 566, 1467, 612]
advertisement-contact-box[interactable] [1114, 1855, 1485, 2027]
day-event: ವಿಶ್ವ ಸಾಮಾಜಿಕ ನ್ಯಾಯ ದಿನ [1252, 1015, 1417, 1036]
day-event: ವಿಶ್ವ ಕ್ಯಾನ್ಸರ್ ದಿನ [1252, 271, 1357, 292]
